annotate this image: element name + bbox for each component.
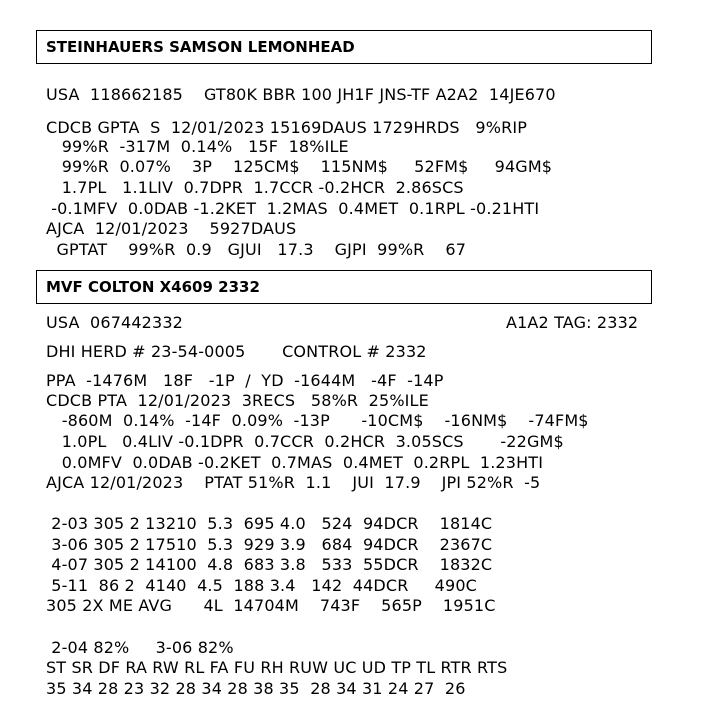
type-trait-values: 35 34 28 23 32 28 34 28 38 35 28 34 31 24 27 26 <box>46 679 466 698</box>
lactation-row: 3-06 305 2 17510 5.3 929 3.9 684 94DCR 2367C <box>46 535 493 554</box>
sire-genomic-line: CDCB GPTA S 12/01/2023 15169DAUS 1729HRDS 9%RIP <box>46 118 528 137</box>
sire-genomic-line: -0.1MFV 0.0DAB -1.2KET 1.2MAS 0.4MET 0.1RPL -0.21HTI <box>46 199 540 218</box>
cow-usa-line: USA 067442332 <box>46 313 183 332</box>
cow-tag-line: A1A2 TAG: 2332 <box>506 313 639 332</box>
sire-name: STEINHAUERS SAMSON LEMONHEAD <box>46 38 355 56</box>
lactation-row: 5-11 86 2 4140 4.5 188 3.4 142 44DCR 490C <box>46 576 477 595</box>
lactation-row: 4-07 305 2 14100 4.8 683 3.8 533 55DCR 1832C <box>46 555 493 574</box>
type-trait-headers: ST SR DF RA RW RL FA FU RH RUW UC UD TP TL RTR RTS <box>46 658 508 677</box>
sire-genomic-line: 1.7PL 1.1LIV 0.7DPR 1.7CCR -0.2HCR 2.86SCS <box>46 178 464 197</box>
cow-name: MVF COLTON X4609 2332 <box>46 278 260 296</box>
cow-herd-line: DHI HERD # 23-54-0005 CONTROL # 2332 <box>46 342 427 361</box>
cow-ajca-line: AJCA 12/01/2023 PTAT 51%R 1.1 JUI 17.9 JPI 52%R -5 <box>46 473 541 492</box>
cow-trait-line: 0.0MFV 0.0DAB -0.2KET 0.7MAS 0.4MET 0.2RPL 1.23HTI <box>46 453 544 472</box>
cow-trait-line: 1.0PL 0.4LIV -0.1DPR 0.7CCR 0.2HCR 3.05SCS -22GM$ <box>46 432 564 451</box>
cow-cdcb-line: CDCB PTA 12/01/2023 3RECS 58%R 25%ILE <box>46 391 429 410</box>
lactation-average-row: 305 2X ME AVG 4L 14704M 743F 565P 1951C <box>46 596 496 615</box>
classification-line: 2-04 82% 3-06 82% <box>46 638 234 657</box>
sire-id-line: USA 118662185 GT80K BBR 100 JH1F JNS-TF A2A2 14JE670 <box>46 85 556 104</box>
sire-ajca-line: AJCA 12/01/2023 5927DAUS <box>46 219 297 238</box>
sire-genomic-line: 99%R 0.07% 3P 125CM$ 115NM$ 52FM$ 94GM$ <box>46 157 553 176</box>
lactation-row: 2-03 305 2 13210 5.3 695 4.0 524 94DCR 1814C <box>46 514 493 533</box>
sire-genomic-line: 99%R -317M 0.14% 15F 18%ILE <box>46 137 349 156</box>
cow-ppa-line: PPA -1476M 18F -1P / YD -1644M -4F -14P <box>46 371 444 390</box>
sire-type-line: GPTAT 99%R 0.9 GJUI 17.3 GJPI 99%R 67 <box>46 240 467 259</box>
cow-trait-line: -860M 0.14% -14F 0.09% -13P -10CM$ -16NM$ -74FM$ <box>46 411 589 430</box>
